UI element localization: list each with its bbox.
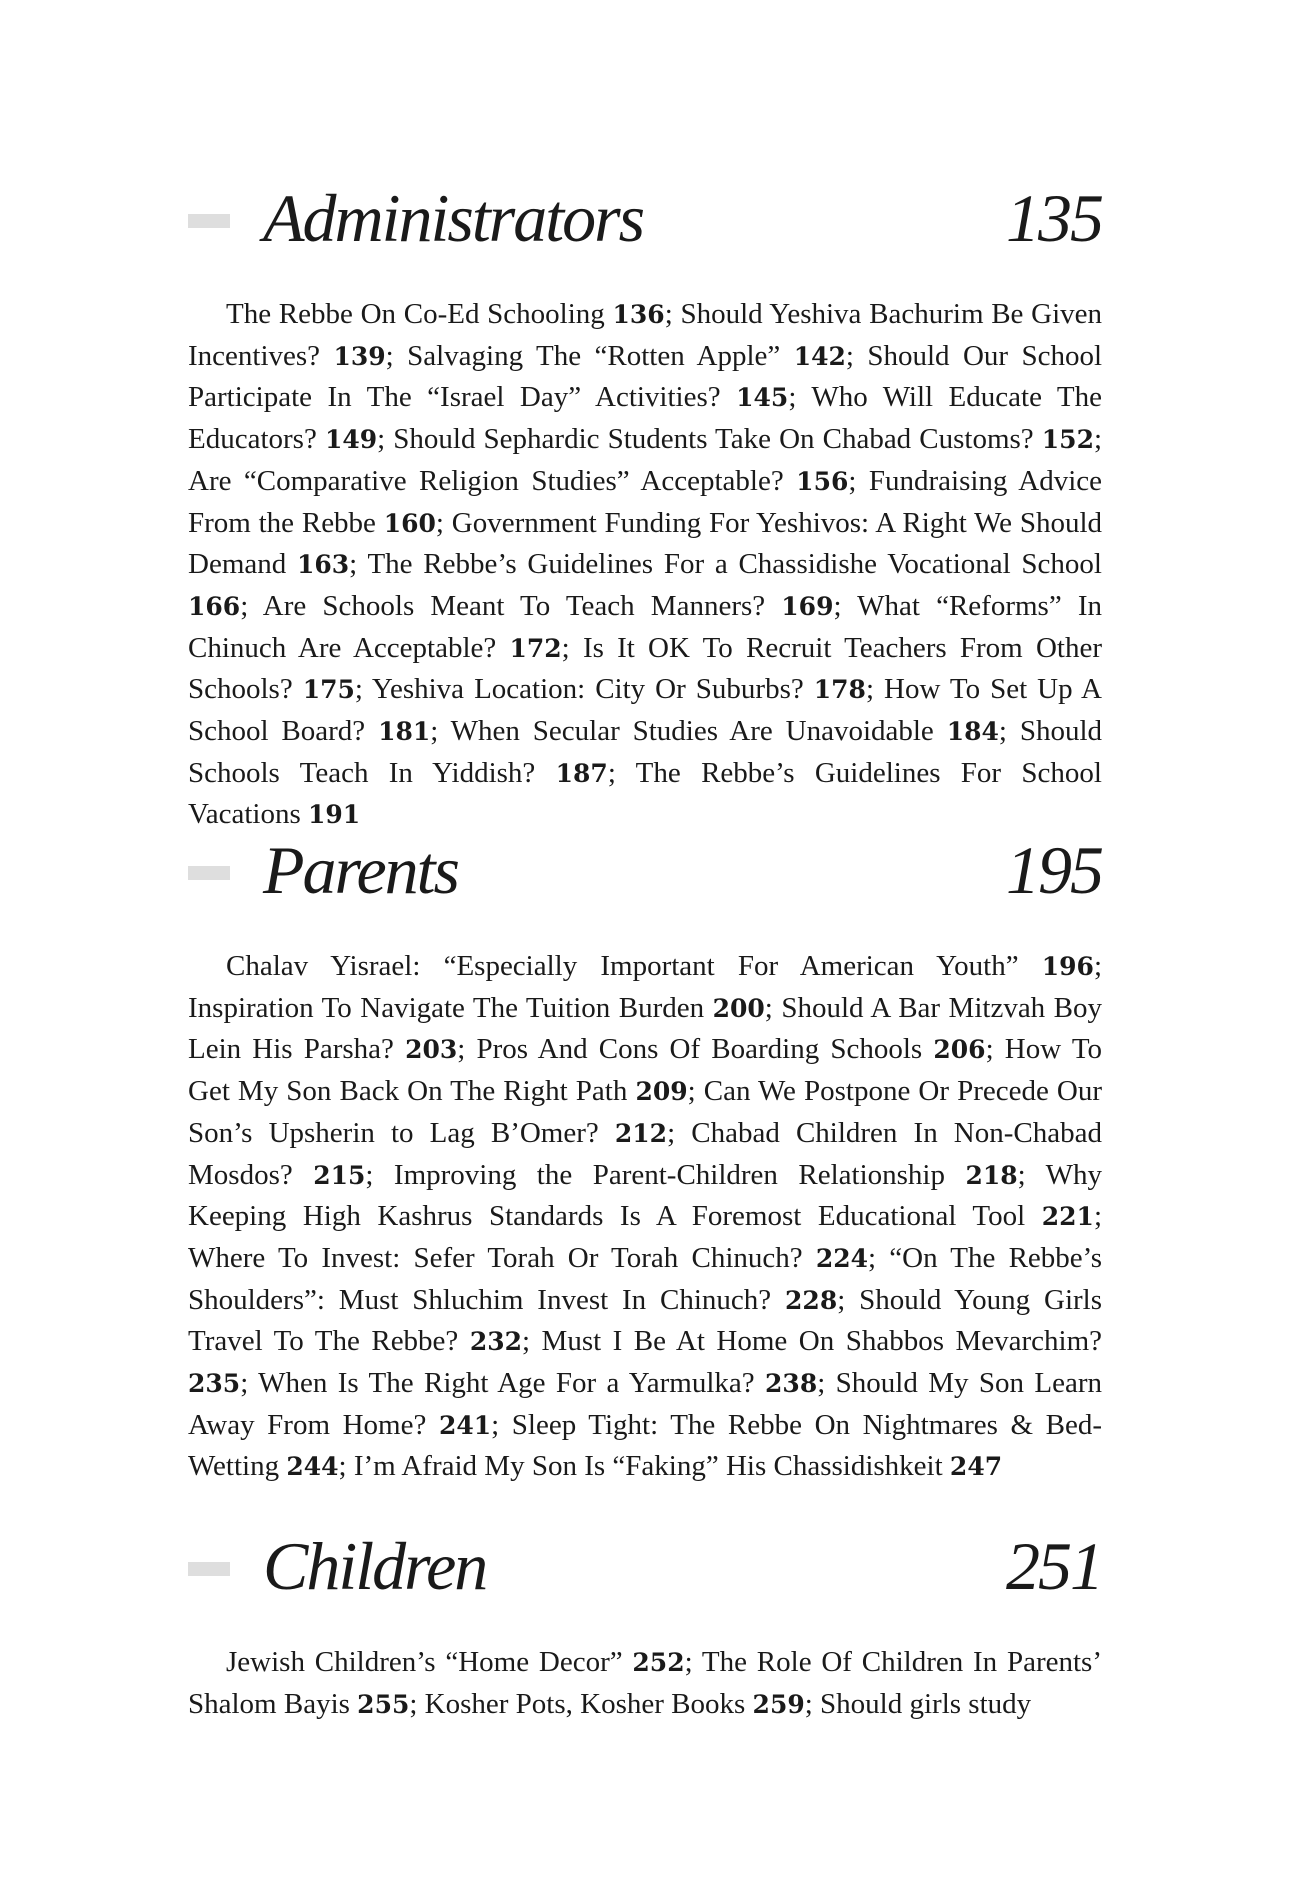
entry-list: The Rebbe On Co-Ed Schooling 136; Should Yeshiva Bachurim Be Given Incentives? 139; Salvaging The “Rotten Apple” 142; Should Our School Participate In The “Israel Day” Activities? 145; Who Will Educate The Educators? 149; Should Sephardic Students Take On Chabad Customs? 152; Are “Comparative Religion Studies” Acceptable? 156; Fundraising Advice From the Rebbe 160; Government Funding For Yeshivos: A Right We Should Demand 163; The Rebbe’s Guidelines For a Chassidishe Vocational School 166; Are Schools Meant To Teach Manners? 169; What “Reforms” In Chinuch Are Acceptable? 172; Is It OK To Recruit Teachers From Other Schools? 175; Yeshiva Location: City Or Suburbs? 178; How To Set Up A School Board? 181; When Secular Studies Are Unavoidable 184; Should Schools Teach In Yiddish? 187; The Rebbe’s Guidelines For School Vacations 191 [188, 298, 1103, 831]
entry-page-number: 221 [1041, 1202, 1094, 1232]
entry-title: Are Schools Meant To Teach Manners? [262, 589, 766, 622]
entry-page-number: 241 [438, 1410, 492, 1440]
entry-page-number: 149 [324, 425, 378, 455]
entry-page-number: 244 [286, 1452, 339, 1482]
entry-page-number: 218 [965, 1160, 1018, 1190]
entry-page-number: 252 [632, 1648, 685, 1677]
entry-title: Sleep Tight: The Rebbe On Nightmares & Bed-Wetting [188, 1408, 1103, 1483]
section-header [188, 820, 1108, 920]
entry-title: Why Keeping High Kashrus Standards Is A Foremost Educational Tool [188, 1158, 1103, 1233]
entry-title: Can We Postpone Or Precede Our Son’s Upsherin to Lag B’Omer? [188, 1075, 1103, 1149]
entry-title: Jewish Children’s “Home Decor” [226, 1646, 623, 1678]
section-parents [188, 820, 1108, 1488]
entry-page-number: 163 [296, 550, 350, 580]
entry-title: Must I Be At Home On Shabbos Mevarchim? [541, 1325, 1103, 1358]
entry-page-number: 235 [188, 1369, 241, 1399]
entry-title: Are “Comparative Religion Studies” Acceptable? [188, 464, 784, 497]
section-header [188, 1516, 1108, 1616]
entry-page-number: 172 [509, 633, 562, 663]
entry-page-number: 187 [555, 758, 608, 788]
entry-title: What “Reforms” In Chinuch Are Acceptable? [188, 589, 1102, 664]
entry-title: Should Yeshiva Bachurim Be Given Incentives? [188, 298, 1103, 372]
entry-page-number: 215 [313, 1160, 366, 1190]
section-children [188, 1516, 1108, 1725]
entry-page-number: 156 [796, 466, 849, 496]
entry-list: Chalav Yisrael: “Especially Important For American Youth” 196; Inspiration To Navigate The Tuition Burden 200; Should A Bar Mitzvah Boy Lein His Parsha? 203; Pros And Cons Of Boarding Schools 206; How To Get My Son Back On The Right Path 209; Can We Postpone Or Precede Our Son’s Upsherin to Lag B’Omer? 212; Chabad Children In Non-Chabad Mosdos? 215; Improving the Parent-Children Relationship 218; Why Keeping High Kashrus Standards Is A Foremost Educational Tool 221; Where To Invest: Sefer Torah Or Torah Chinuch? 224; “On The Rebbe’s Shoulders”: Must Shluchim Invest In Chinuch? 228; Should Young Girls Travel To The Rebbe? 232; Must I Be At Home On Shabbos Mevarchim? 235; When Is The Right Age For a Yarmulka? 238; Should My Son Learn Away From Home? 241; Sleep Tight: The Rebbe On Nightmares & Bed-Wetting 244; I’m Afraid My Son Is “Faking” His Chassidishkeit 247 [188, 950, 1103, 1483]
entry-title: The Rebbe’s Guidelines For School Vacations [188, 756, 1102, 831]
section-marker [188, 1562, 230, 1576]
entry-title: Where To Invest: Sefer Torah Or Torah Chinuch? [188, 1241, 803, 1274]
entry-page-number: 145 [736, 383, 789, 413]
entry-page-number: 175 [302, 675, 355, 705]
entry-page-number: 191 [308, 800, 361, 830]
section-administrators [188, 168, 1108, 836]
entry-title: Kosher Pots, Kosher Books [424, 1687, 746, 1720]
entry-page-number: 209 [635, 1077, 688, 1107]
entry-page-number: 259 [752, 1689, 805, 1719]
entry-title: Should girls study [820, 1687, 1032, 1720]
entry-page-number: 196 [1041, 952, 1094, 981]
entry-title: Salvaging The “Rotten Apple” [407, 339, 781, 372]
entry-title: Should Schools Teach In Yiddish? [188, 715, 1102, 789]
entry-page-number: 206 [933, 1035, 986, 1065]
entry-title: Inspiration To Navigate The Tuition Burden [188, 991, 705, 1024]
section-page-number: 195 [1006, 832, 1102, 908]
entry-page-number: 166 [188, 591, 241, 621]
entry-title: Should Sephardic Students Take On Chabad Customs? [393, 423, 1034, 456]
entry-list: Jewish Children’s “Home Decor” 252; The Role Of Children In Parents’ Shalom Bayis 255; Kosher Pots, Kosher Books 259; Should girls study [188, 1646, 1102, 1720]
entry-title: Who Will Educate The Educators? [188, 381, 1102, 456]
entry-page-number: 212 [614, 1118, 668, 1148]
section-title: Parents [263, 832, 459, 908]
entry-title: Yeshiva Location: City Or Suburbs? [371, 673, 804, 706]
entry-title: How To Set Up A School Board? [188, 673, 1102, 748]
entry-page-number: 224 [815, 1243, 869, 1273]
entry-page-number: 152 [1041, 425, 1094, 455]
entry-page-number: 184 [946, 717, 999, 747]
entry-page-number: 160 [383, 508, 436, 538]
section-marker [188, 214, 230, 228]
entry-title: The Role Of Children In Parents’ Shalom Bayis [188, 1646, 1102, 1720]
entry-page-number: 228 [785, 1285, 838, 1315]
entry-title: Is It OK To Recruit Teachers From Other Schools? [188, 631, 1102, 706]
entry-page-number: 200 [712, 993, 765, 1023]
entry-title: I’m Afraid My Son Is “Faking” His Chassidishkeit [353, 1450, 943, 1483]
entry-title: Pros And Cons Of Boarding Schools [476, 1033, 923, 1066]
section-page-number: 251 [1006, 1528, 1102, 1604]
entry-page-number: 247 [949, 1452, 1003, 1482]
entry-page-number: 136 [612, 300, 665, 329]
section-title: Administrators [263, 180, 644, 256]
entry-title: When Is The Right Age For a Yarmulka? [258, 1367, 755, 1400]
entry-page-number: 142 [793, 341, 846, 371]
entry-title: Should My Son Learn Away From Home? [188, 1367, 1102, 1441]
entry-page-number: 181 [378, 717, 431, 747]
entry-page-number: 255 [357, 1689, 410, 1719]
entry-page-number: 203 [405, 1035, 458, 1065]
section-marker [188, 866, 230, 880]
entry-page-number: 238 [765, 1369, 818, 1399]
entry-title: How To Get My Son Back On The Right Path [188, 1033, 1103, 1108]
entry-title: Should Young Girls Travel To The Rebbe? [188, 1283, 1102, 1358]
section-title: Children [263, 1528, 487, 1604]
entry-title: Government Funding For Yeshivos: A Right We Should Demand [188, 506, 1103, 581]
entry-title: “On The Rebbe’s Shoulders”: Must Shluchim Invest In Chinuch? [188, 1241, 1103, 1316]
entry-title: Should A Bar Mitzvah Boy Lein His Parsha? [188, 991, 1103, 1066]
entry-page-number: 169 [781, 591, 834, 621]
section-page-number: 135 [1006, 180, 1102, 256]
entry-title: Chabad Children In Non-Chabad Mosdos? [188, 1116, 1102, 1191]
entry-title: The Rebbe On Co-Ed Schooling [226, 298, 605, 330]
entry-title: The Rebbe’s Guidelines For a Chassidishe Vocational School [367, 548, 1102, 581]
entry-page-number: 178 [813, 675, 866, 705]
entry-title: Should Our School Participate In The “Israel Day” Activities? [188, 339, 1103, 414]
entry-title: Fundraising Advice From the Rebbe [188, 464, 1102, 539]
entry-page-number: 232 [469, 1327, 522, 1357]
entry-title: When Secular Studies Are Unavoidable [450, 715, 934, 748]
section-header [188, 168, 1108, 268]
entry-page-number: 139 [333, 341, 386, 371]
entry-title: Improving the Parent-Children Relationship [393, 1158, 945, 1191]
entry-title: Chalav Yisrael: “Especially Important For American Youth” [226, 950, 1019, 982]
